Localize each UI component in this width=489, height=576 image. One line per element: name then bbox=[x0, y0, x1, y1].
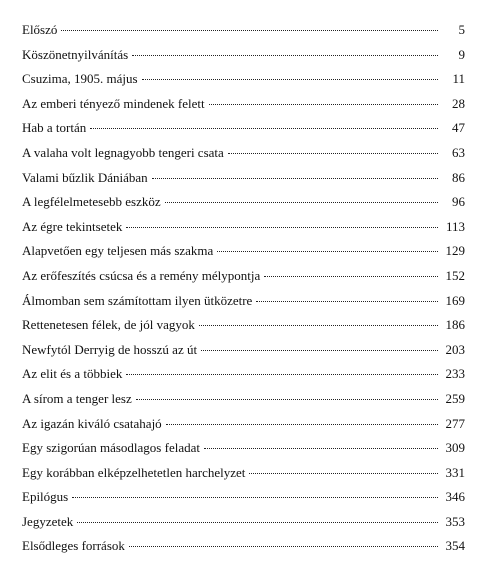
toc-entry-page: 309 bbox=[445, 440, 465, 456]
toc-entry-page: 331 bbox=[445, 464, 465, 480]
toc-entry-5 bbox=[22, 141, 465, 166]
dot-leader bbox=[72, 497, 438, 498]
toc-entry-title: Elsődleges források bbox=[22, 538, 125, 554]
toc-entry-page: 113 bbox=[445, 218, 465, 234]
toc-entry-6 bbox=[22, 166, 465, 191]
dot-leader bbox=[249, 473, 438, 474]
toc-entry-19 bbox=[22, 485, 465, 510]
toc-entry-3 bbox=[22, 92, 465, 117]
toc-entry-4 bbox=[22, 116, 465, 141]
dot-leader bbox=[152, 178, 438, 179]
toc-entry-page: 259 bbox=[445, 390, 465, 406]
toc-entry-page: 47 bbox=[452, 120, 465, 136]
toc-entry-title: Álmomban sem számítottam ilyen ütközetre bbox=[22, 292, 253, 308]
toc-entry-title: Az emberi tényező mindenek felett bbox=[22, 95, 205, 111]
toc-entry-title: Az igazán kiváló csatahajó bbox=[22, 415, 162, 431]
toc-entry-page: 129 bbox=[445, 243, 465, 259]
table-of-contents bbox=[22, 18, 465, 559]
toc-entry-title: Az erőfeszítés csúcsa és a remény mélypontja bbox=[22, 267, 261, 283]
dot-leader bbox=[264, 276, 438, 277]
dot-leader bbox=[201, 350, 438, 351]
dot-leader bbox=[209, 104, 438, 105]
dot-leader bbox=[228, 153, 438, 154]
toc-entry-page: 186 bbox=[445, 317, 465, 333]
toc-entry-page: 152 bbox=[445, 267, 465, 283]
toc-entry-20 bbox=[22, 510, 465, 535]
toc-entry-9 bbox=[22, 239, 465, 264]
toc-entry-14 bbox=[22, 362, 465, 387]
toc-entry-2 bbox=[22, 67, 465, 92]
dot-leader bbox=[126, 227, 438, 228]
toc-entry-title: Jegyzetek bbox=[22, 513, 74, 529]
dot-leader bbox=[90, 128, 438, 129]
toc-entry-page: 277 bbox=[445, 415, 465, 431]
toc-entry-title: Rettenetesen félek, de jól vagyok bbox=[22, 317, 195, 333]
toc-entry-title: Egy szigorúan másodlagos feladat bbox=[22, 440, 200, 456]
dot-leader bbox=[126, 374, 438, 375]
toc-entry-title: Az égre tekintsetek bbox=[22, 218, 123, 234]
dot-leader bbox=[256, 301, 438, 302]
toc-entry-title: Alapvetően egy teljesen más szakma bbox=[22, 243, 214, 259]
dot-leader bbox=[217, 251, 438, 252]
toc-entry-18 bbox=[22, 461, 465, 486]
toc-entry-page: 86 bbox=[452, 169, 465, 185]
dot-leader bbox=[61, 30, 438, 31]
toc-entry-page: 9 bbox=[458, 46, 465, 62]
toc-entry-page: 346 bbox=[445, 489, 465, 505]
toc-entry-8 bbox=[22, 215, 465, 240]
toc-entry-page: 96 bbox=[452, 194, 465, 210]
toc-entry-page: 28 bbox=[452, 95, 465, 111]
dot-leader bbox=[129, 546, 438, 547]
dot-leader bbox=[199, 325, 438, 326]
toc-entry-title: Előszó bbox=[22, 22, 58, 37]
toc-entry-title: Csuzima, 1905. május bbox=[22, 71, 138, 87]
toc-entry-7 bbox=[22, 190, 465, 215]
toc-entry-16 bbox=[22, 412, 465, 437]
toc-entry-title: A legfélelmetesebb eszköz bbox=[22, 194, 161, 210]
dot-leader bbox=[204, 448, 438, 449]
toc-entry-page: 63 bbox=[452, 144, 465, 160]
toc-entry-15 bbox=[22, 387, 465, 412]
dot-leader bbox=[166, 424, 438, 425]
toc-entry-title: Az elit és a többiek bbox=[22, 366, 123, 382]
dot-leader bbox=[165, 202, 438, 203]
toc-entry-page: 233 bbox=[445, 366, 465, 382]
toc-entry-12 bbox=[22, 313, 465, 338]
dot-leader bbox=[136, 399, 438, 400]
dot-leader bbox=[142, 79, 438, 80]
toc-entry-page: 203 bbox=[445, 341, 465, 357]
toc-entry-title: Egy korábban elképzelhetetlen harchelyzet bbox=[22, 464, 246, 480]
toc-entry-page: 5 bbox=[458, 22, 465, 37]
toc-entry-title: A valaha volt legnagyobb tengeri csata bbox=[22, 144, 224, 160]
toc-entry-page: 354 bbox=[445, 538, 465, 554]
toc-entry-title: A sírom a tenger lesz bbox=[22, 390, 132, 406]
toc-entry-11 bbox=[22, 289, 465, 314]
toc-entry-13 bbox=[22, 338, 465, 363]
toc-entry-page: 169 bbox=[445, 292, 465, 308]
toc-entry-title: Hab a tortán bbox=[22, 120, 87, 136]
toc-entry-1 bbox=[22, 43, 465, 68]
toc-entry-page: 11 bbox=[452, 71, 465, 87]
dot-leader bbox=[77, 522, 438, 523]
toc-entry-10 bbox=[22, 264, 465, 289]
toc-entry-title: Newfytól Derryig de hosszú az út bbox=[22, 341, 198, 357]
toc-entry-21 bbox=[22, 534, 465, 559]
dot-leader bbox=[132, 55, 438, 56]
toc-entry-page: 353 bbox=[445, 513, 465, 529]
toc-entry-17 bbox=[22, 436, 465, 461]
toc-entry-title: Valami bűzlik Dániában bbox=[22, 169, 148, 185]
toc-entry-0 bbox=[22, 18, 465, 43]
toc-entry-title: Epilógus bbox=[22, 489, 69, 505]
toc-entry-title: Köszönetnyilvánítás bbox=[22, 46, 129, 62]
